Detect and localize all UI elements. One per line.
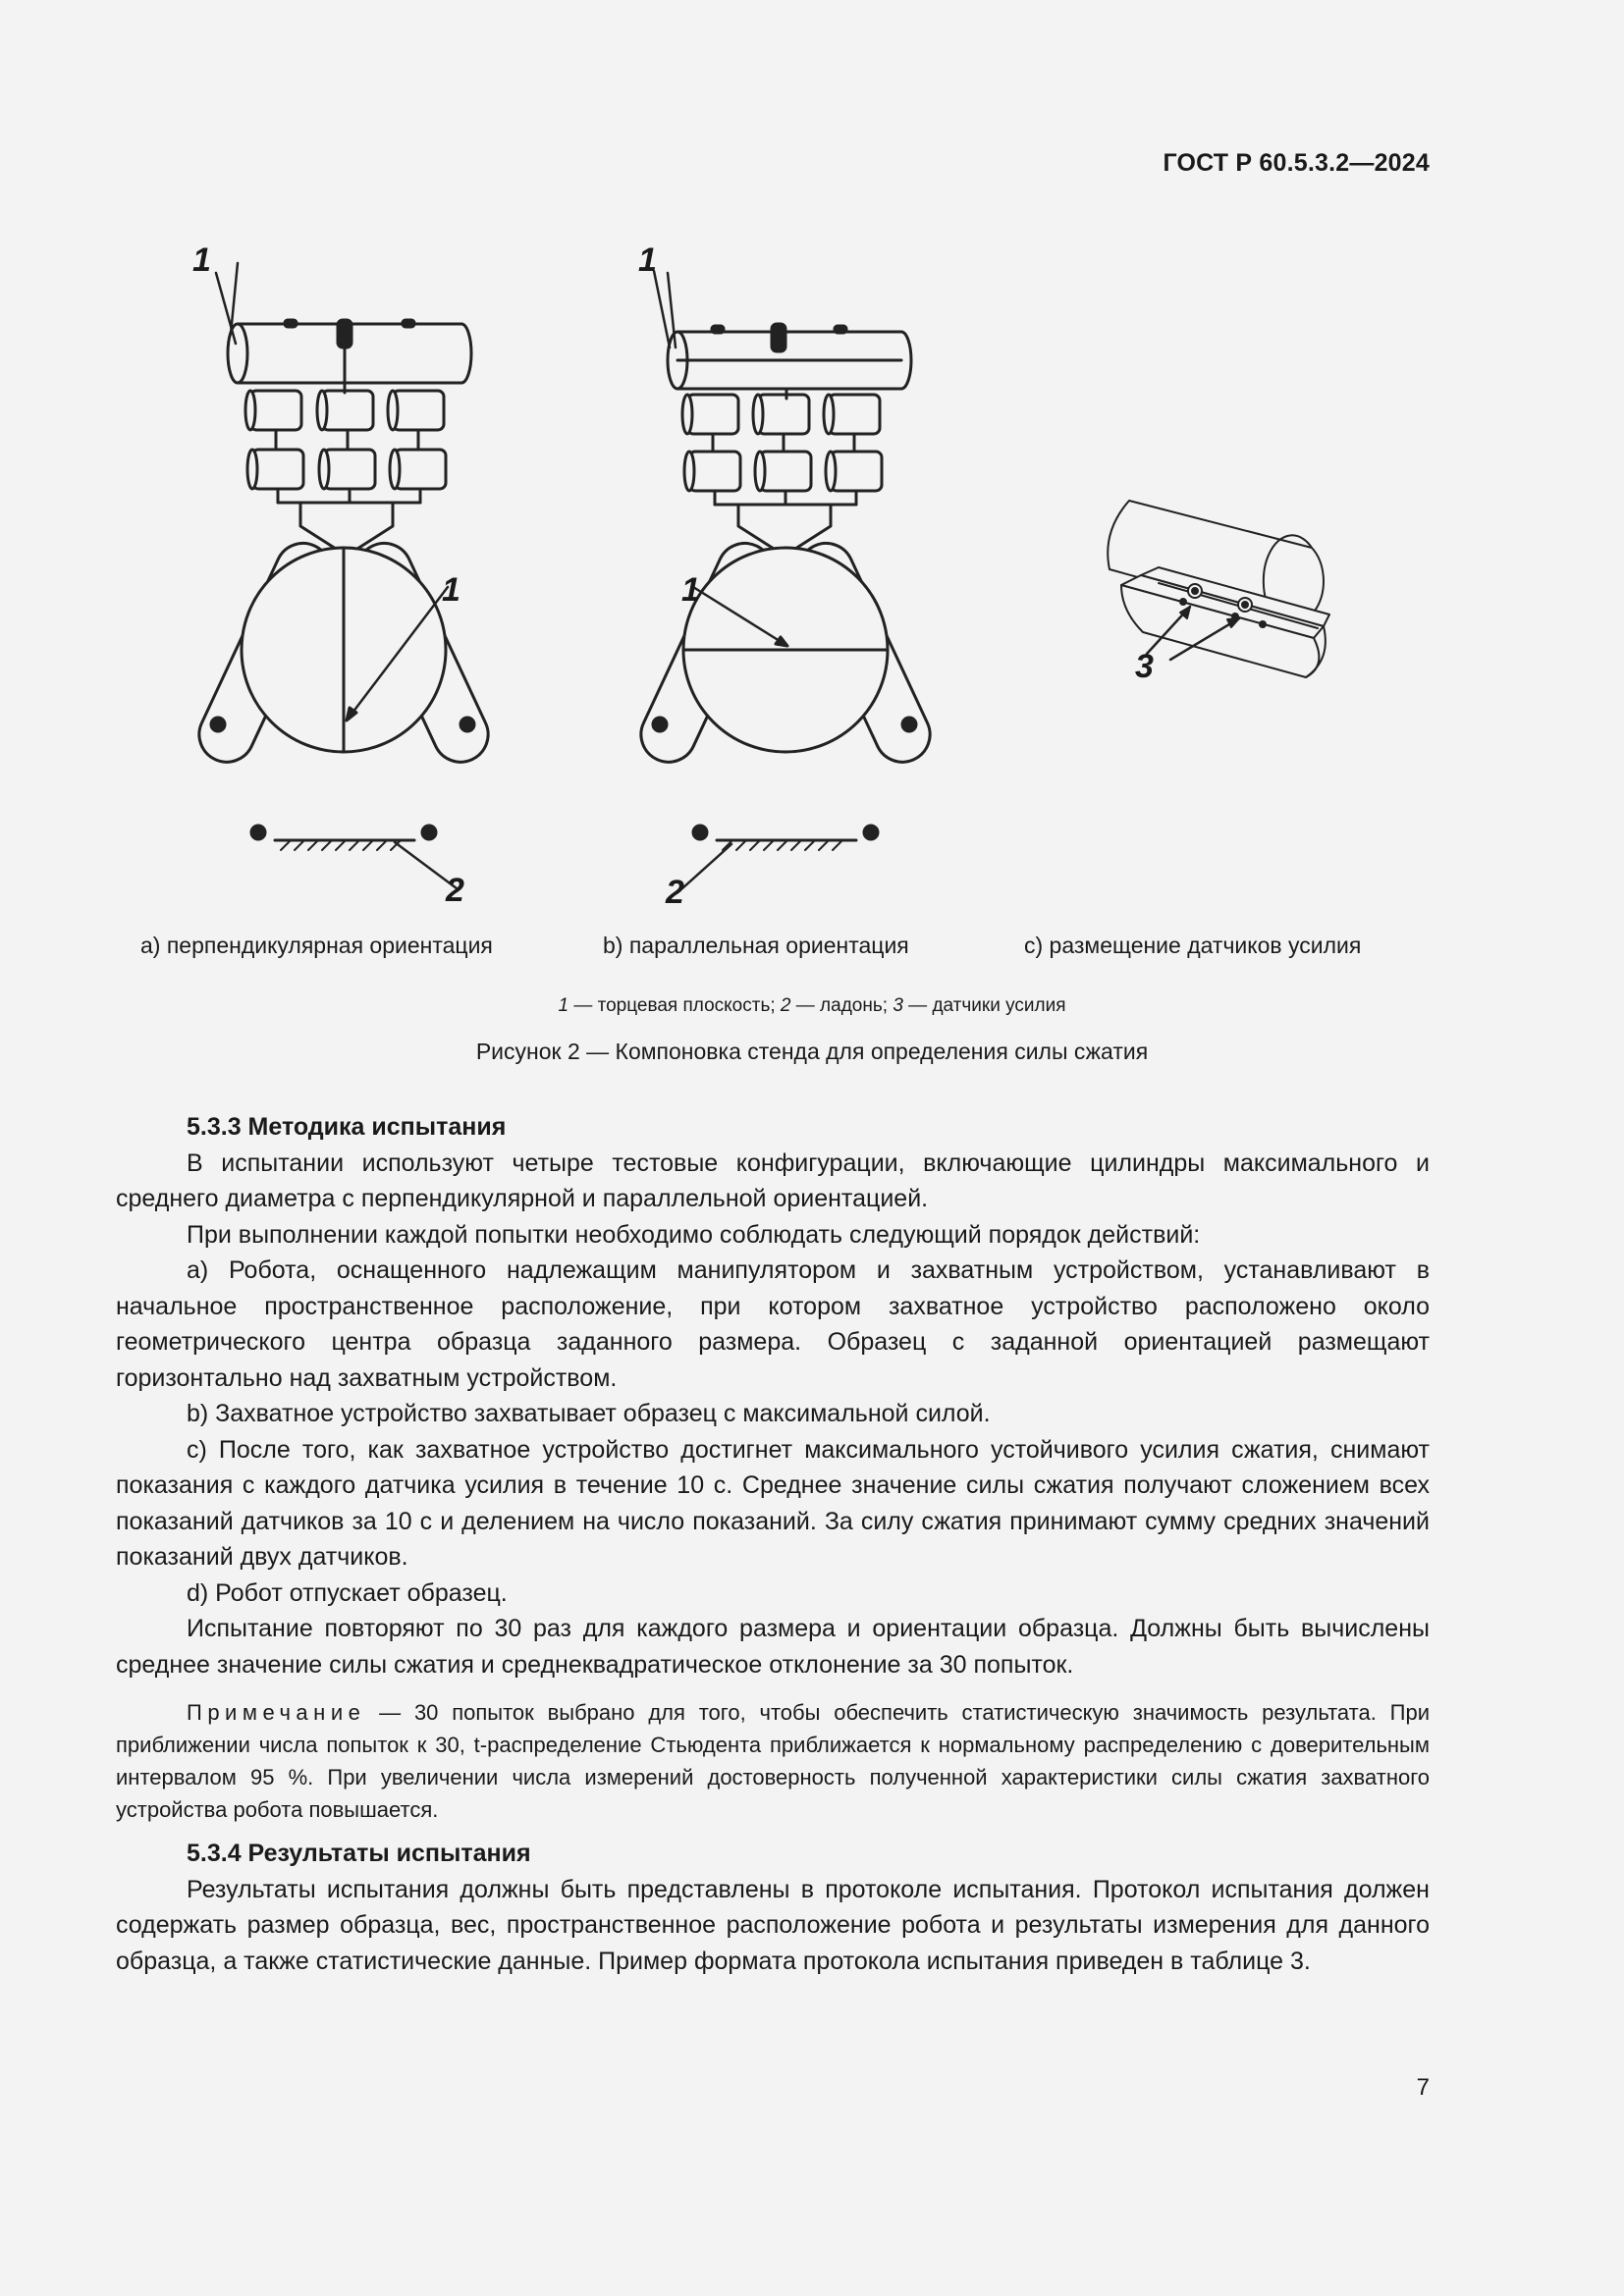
figure-drawing	[118, 226, 1492, 933]
callout-2-a: 2	[446, 872, 464, 909]
note-label: Примечание	[187, 1700, 366, 1725]
callout-2-b: 2	[666, 874, 684, 911]
paragraph: При выполнении каждой попытки необходимо соблюдать следующий порядок действий:	[187, 1220, 1201, 1249]
page-number: 7	[1416, 2074, 1430, 2101]
caption-a: a) перпендикулярная ориентация	[140, 933, 493, 958]
list-item-d: d) Робот отпускает образец.	[187, 1578, 508, 1607]
note-text: — 30 попыток выбрано для того, чтобы обеспечить статистическую значимость результата. При приближении числа попыток к 30, t-распределение Стьюдента приближается к нормальному распределению с доверительным интервалом 95 %. При увеличении числа измерений достоверность полученной характеристики силы сжатия захватного устройства робота повышается.	[116, 1700, 1430, 1822]
figure-title: Рисунок 2 — Компоновка стенда для определения силы сжатия	[475, 1039, 1149, 1064]
caption-c: c) размещение датчиков усилия	[1024, 933, 1362, 958]
gripper-top-view-b	[654, 271, 911, 556]
document-code-header: ГОСТ Р 60.5.3.2—2024	[1163, 149, 1430, 177]
callout-1-b-front: 1	[681, 571, 700, 609]
section-533-heading: 5.3.3 Методика испытания	[187, 1113, 507, 1141]
caption-b: b) параллельная ориентация	[603, 933, 909, 958]
callout-3-c: 3	[1135, 648, 1154, 685]
section-534-heading: 5.3.4 Результаты испытания	[187, 1840, 531, 1867]
gripper-front-view-b	[632, 534, 940, 888]
callout-1-a-front: 1	[442, 571, 460, 609]
paragraph: Результаты испытания должны быть представлены в протоколе испытания. Протокол испытания должен содержать размер образца, вес, пространственное расположение робота и результаты измерения для данного образца, а также статистические данные. Пример формата протокола испытания приведен в таблице 3.	[116, 1875, 1430, 1975]
body-text	[116, 1109, 1430, 1979]
figure-legend: 1 — торцевая плоскость; 2 — ладонь; 3 — датчики усилия	[558, 995, 1066, 1016]
list-item-a: a) Робота, оснащенного надлежащим манипулятором и захватным устройством, устанавливают в начальное пространственное расположение, при котором захватное устройство расположено около геометрического центра образца заданного размера. Образец с заданной ориентацией размещают горизонтально над захватным устройством.	[116, 1256, 1430, 1392]
paragraph: В испытании используют четыре тестовые конфигурации, включающие цилиндры максимального и среднего диаметра с перпендикулярной и параллельной ориентацией.	[116, 1148, 1430, 1212]
note	[116, 1696, 1430, 1826]
figure-2	[118, 226, 1492, 933]
paragraph: Испытание повторяют по 30 раз для каждого размера и ориентации образца. Должны быть вычислены среднее значение силы сжатия и среднеквадратическое отклонение за 30 попыток.	[116, 1615, 1430, 1679]
list-item-b: b) Захватное устройство захватывает образец с максимальной силой.	[187, 1400, 991, 1427]
gripper-top-view-a	[216, 263, 471, 556]
list-item-c: c) После того, как захватное устройство достигнет максимального устойчивого усилия сжатия, снимают показания с каждого датчика усилия в течение 10 с. Среднее значение силы сжатия получают сложением всех показаний датчиков за 10 с и делением на число показаний. За силу сжатия принимают сумму средних значений показаний двух датчиков.	[116, 1435, 1430, 1571]
callout-1-b-top: 1	[638, 241, 657, 279]
callout-1-a-top: 1	[192, 241, 211, 279]
